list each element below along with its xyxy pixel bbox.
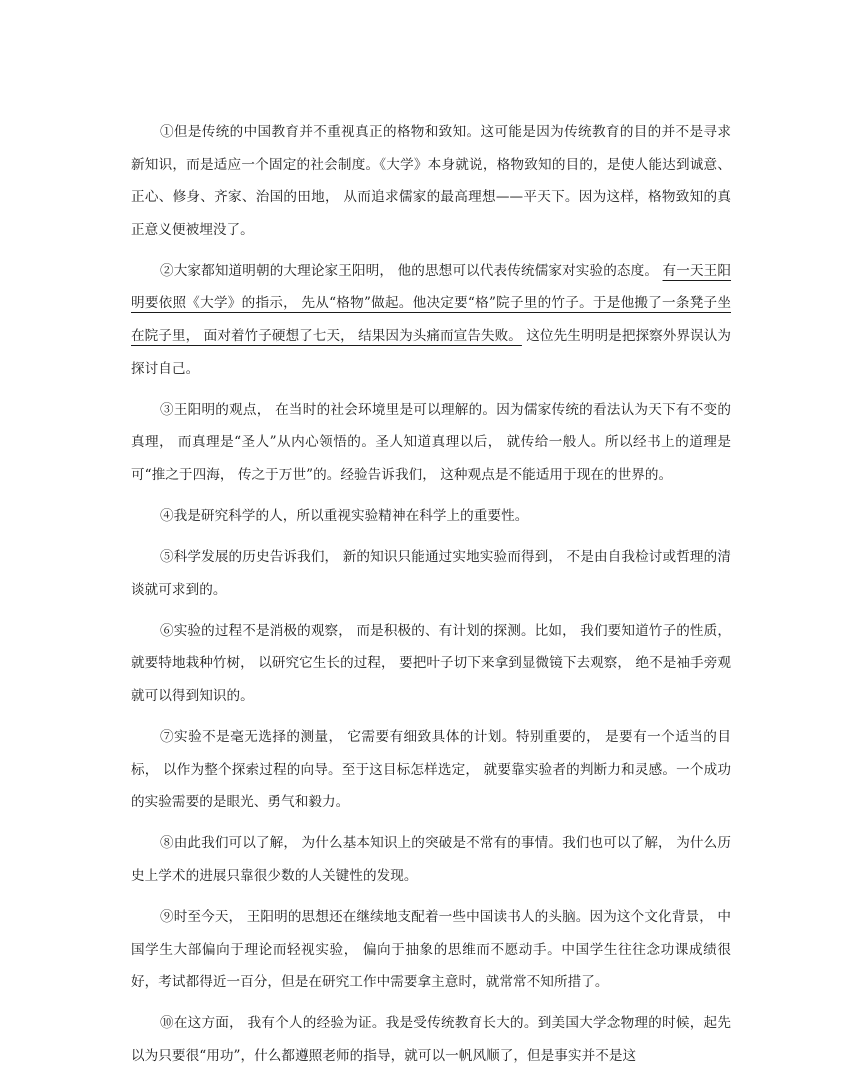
paragraph-8-text: ⑧由此我们可以了解， 为什么基本知识上的突破是不常有的事情。我们也可以了解， 为什么历史上学术的进展只靠很少数的人关键性的发现。 [131, 835, 731, 884]
paragraph-1 [131, 116, 731, 246]
paragraph-3 [131, 394, 731, 492]
paragraph-10 [131, 1007, 731, 1072]
paragraph-4-text: ④我是研究科学的人，所以重视实验精神在科学上的重要性。 [160, 508, 529, 525]
paragraph-2-underlined-passage: 有一天王阳明要依照《大学》的指示， 先从“格物”做起。他决定要“格”院子里的竹子。于是他搬了一条凳子坐在院子里， 面对着竹子硬想了七天， 结果因为头痛而宣告失败。 [131, 262, 732, 345]
paragraph-1-text: ①但是传统的中国教育并不重视真正的格物和致知。这可能是因为传统教育的目的并不是寻求新知识，而是适应一个固定的社会制度。《大学》本身就说，格物致知的目的，是使人能达到诚意、正心、修身、齐家、治国的田地， 从而追求儒家的最高理想——平天下。因为这样，格物致知的真正意义便被埋没了。 [131, 124, 731, 238]
paragraph-10-text: ⑩在这方面， 我有个人的经验为证。我是受传统教育长大的。到美国大学念物理的时候，起先以为只要很“用功”，什么都遵照老师的指导，就可以一帆风顺了，但是事实并不是这 [131, 1015, 731, 1064]
paragraph-5 [131, 541, 731, 606]
document-body [131, 116, 731, 1073]
paragraph-2-text-intro: ②大家都知道明朝的大理论家王阳明， 他的思想可以代表传统儒家对实验的态度。 [160, 262, 663, 279]
paragraph-9-text: ⑨时至今天， 王阳明的思想还在继续地支配着一些中国读书人的头脑。因为这个文化背景， 中国学生大部偏向于理论而轻视实验， 偏向于抽象的思维而不愿动手。中国学生往往念功课成绩很好，考试都得近一百分，但是在研究工作中需要拿主意时，就常常不知所措了。 [131, 909, 731, 991]
paragraph-4 [131, 500, 731, 533]
paragraph-8 [131, 827, 731, 892]
paragraph-3-text: ③王阳明的观点， 在当时的社会环境里是可以理解的。因为儒家传统的看法认为天下有不变的真理， 而真理是“圣人”从内心领悟的。圣人知道真理以后， 就传给一般人。所以经书上的道理是可“推之于四海， 传之于万世”的。经验告诉我们， 这种观点是不能适用于现在的世界的。 [131, 401, 731, 483]
paragraph-6 [131, 615, 731, 713]
paragraph-2 [131, 255, 731, 385]
paragraph-2-text-conclusion: 这位先生明明是把探察外界误认为探讨自己。 [131, 328, 732, 377]
paragraph-7-text: ⑦实验不是毫无选择的测量， 它需要有细致具体的计划。特别重要的， 是要有一个适当的目标， 以作为整个探索过程的向导。至于这目标怎样选定， 就要靠实验者的判断力和灵感。一个成功的实验需要的是眼光、勇气和毅力。 [131, 729, 731, 811]
paragraph-9 [131, 901, 731, 999]
paragraph-6-text: ⑥实验的过程不是消极的观察， 而是积极的、有计划的探测。比如， 我们要知道竹子的性质， 就要特地栽种竹树， 以研究它生长的过程， 要把叶子切下来拿到显微镜下去观察， 绝不是袖手旁观就可以得到知识的。 [131, 622, 731, 704]
paragraph-5-text: ⑤科学发展的历史告诉我们， 新的知识只能通过实地实验而得到， 不是由自我检讨或哲理的清谈就可求到的。 [131, 549, 731, 598]
paragraph-7 [131, 721, 731, 819]
